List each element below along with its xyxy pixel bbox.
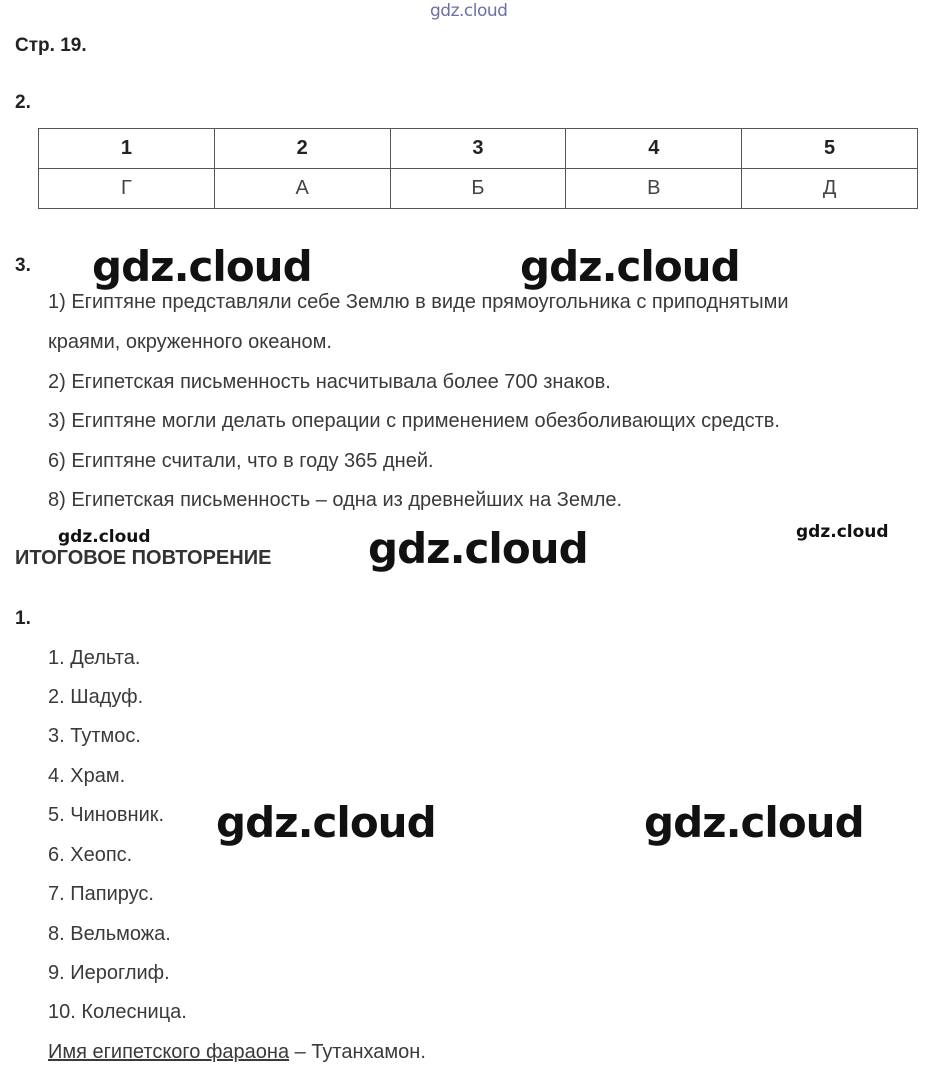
table-header-row <box>39 129 918 169</box>
table-cell: Д <box>742 169 918 209</box>
watermark: gdz.cloud <box>520 242 740 291</box>
watermark-top: gdz.cloud <box>430 1 508 21</box>
watermark: gdz.cloud <box>92 242 312 291</box>
watermark: gdz.cloud <box>216 798 436 847</box>
list-item: 10. Колесница. <box>48 1001 187 1023</box>
list-item: 9. Иероглиф. <box>48 962 170 984</box>
watermark-small: gdz.cloud <box>58 527 151 547</box>
task-2-number: 2. <box>15 92 31 113</box>
watermark: gdz.cloud <box>368 524 588 573</box>
list-item: 5. Чиновник. <box>48 804 165 826</box>
table-header-cell: 1 <box>39 129 215 169</box>
list-item: 3. Тутмос. <box>48 725 141 747</box>
final-answer-label: Имя египетского фараона <box>48 1041 290 1063</box>
table-cell: А <box>214 169 390 209</box>
list-item: 8. Вельможа. <box>48 923 171 945</box>
table-header-cell: 3 <box>390 129 566 169</box>
task-3-line: 2) Египетская письменность насчитывала более 700 знаков. <box>48 371 611 393</box>
list-item: 4. Храм. <box>48 765 126 787</box>
section-title: ИТОГОВОЕ ПОВТОРЕНИЕ <box>15 547 272 569</box>
table-header-cell: 4 <box>566 129 742 169</box>
list-item: 1. Дельта. <box>48 647 141 669</box>
table-cell: В <box>566 169 742 209</box>
task-3-number: 3. <box>15 255 31 276</box>
final-task-number: 1. <box>15 608 31 629</box>
task-3-line: 6) Египтяне считали, что в году 365 дней. <box>48 450 434 472</box>
table-cell: Б <box>390 169 566 209</box>
table-header-cell: 2 <box>214 129 390 169</box>
list-item: 6. Хеопс. <box>48 844 133 866</box>
list-item: 7. Папирус. <box>48 883 154 905</box>
task-3-line: 1) Египтяне представляли себе Землю в виде прямоугольника с приподнятыми <box>48 291 789 313</box>
task-3-line: 3) Египтяне могли делать операции с применением обезболивающих средств. <box>48 410 780 432</box>
watermark: gdz.cloud <box>644 798 864 847</box>
final-answer <box>48 1041 426 1064</box>
task-3-line: краями, окруженного океаном. <box>48 331 332 353</box>
final-answer-value: – Тутанхамон. <box>289 1041 426 1063</box>
table-row <box>39 169 918 209</box>
table-header-cell: 5 <box>742 129 918 169</box>
watermark-small: gdz.cloud <box>796 522 889 542</box>
answer-table <box>38 128 918 209</box>
page-number: Стр. 19. <box>15 35 87 56</box>
table-cell: Г <box>39 169 215 209</box>
list-item: 2. Шадуф. <box>48 686 144 708</box>
task-3-line: 8) Египетская письменность – одна из древнейших на Земле. <box>48 489 623 511</box>
